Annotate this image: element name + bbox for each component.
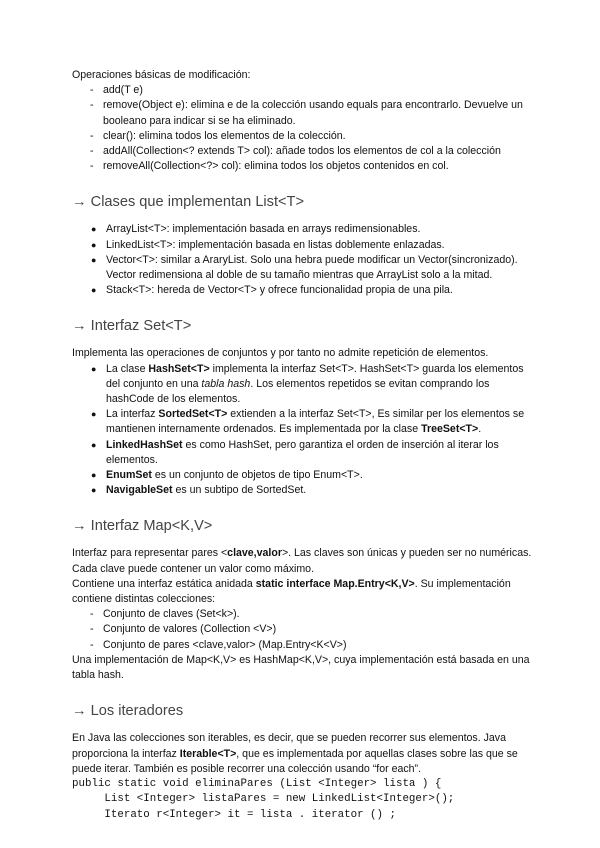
list-item: - addAll(Collection<? extends T> col): añade todos los elementos de col a la colección bbox=[72, 144, 540, 159]
list-item: ● NavigableSet es un subtipo de SortedSet. bbox=[72, 483, 540, 498]
heading-map-interface: → Interfaz Map<K,V> bbox=[72, 518, 213, 535]
bullet-icon: ● bbox=[91, 285, 97, 296]
bullet-icon: ● bbox=[91, 239, 97, 250]
list-classes-list bbox=[72, 222, 540, 298]
code-line: public static void eliminaPares (List <Integer> lista ) { bbox=[72, 777, 442, 790]
bullet-icon: ● bbox=[91, 363, 97, 374]
heading-iterators: → Los iteradores bbox=[72, 703, 184, 720]
list-item: ● La clase HashSet<T> implementa la interfaz Set<T>. HashSet<T> guarda los elementos del conjunto en una tabla hash. Los elementos repetidos se evitan comprando los hashCode de los elementos. bbox=[91, 362, 524, 406]
set-list bbox=[72, 362, 540, 499]
dash-marker: - bbox=[90, 608, 94, 621]
list-item: - add(T e) bbox=[72, 83, 540, 98]
map-collections-list bbox=[72, 607, 540, 653]
section0-list bbox=[72, 83, 540, 174]
dash-marker: - bbox=[90, 145, 94, 158]
section0-intro: Operaciones básicas de modificación: bbox=[72, 69, 251, 81]
list-item: ● Vector<T>: similar a AraryList. Solo una hebra puede modificar un Vector(sincronizado). Vector redimensiona al doble de su tamaño mientras que ArrayList solo a la mitad. bbox=[91, 253, 518, 282]
list-item: - Conjunto de pares <clave,valor> (Map.Entry<K<V>) bbox=[72, 638, 540, 653]
code-line: List <Integer> listaPares = new LinkedList<Integer>(); bbox=[72, 793, 455, 806]
heading-set-interface: → Interfaz Set<T> bbox=[72, 318, 192, 335]
bullet-icon: ● bbox=[91, 485, 97, 496]
bullet-icon: ● bbox=[91, 224, 97, 235]
list-item: ● LinkedList<T>: implementación basada en listas doblemente enlazadas. bbox=[72, 238, 540, 253]
dash-marker: - bbox=[90, 84, 94, 97]
list-item: ● LinkedHashSet es como HashSet, pero garantiza el orden de inserción al iterar los elementos. bbox=[91, 438, 499, 466]
code-line: Iterato r<Integer> it = lista . iterator () ; bbox=[72, 808, 396, 821]
list-item: - Conjunto de valores (Collection <V>) bbox=[72, 622, 540, 637]
map-paragraph-2: Contiene una interfaz estática anidada static interface Map.Entry<K,V>. Su implementación contiene distintas colecciones: bbox=[72, 577, 511, 606]
list-item: - clear(): elimina todos los elementos de la colección. bbox=[72, 129, 540, 144]
map-paragraph-1: Interfaz para representar pares <clave,valor>. Las claves son únicas y pueden ser no numéricas. Cada clave puede contener un valor como máximo. bbox=[72, 547, 532, 575]
iterators-paragraph: En Java las colecciones son iterables, es decir, que se pueden recorrer sus elementos. Java proporciona la interfaz Iterable<T>, que es implementada por aquellas clases sobre las que se puede iterar. También es posible recorrer una colección usando “for each”. bbox=[72, 732, 518, 775]
list-item: ● ArrayList<T>: implementación basada en arrays redimensionables. bbox=[72, 222, 540, 237]
bullet-icon: ● bbox=[91, 439, 97, 450]
bullet-icon: ● bbox=[91, 254, 97, 265]
set-intro: Implementa las operaciones de conjuntos y por tanto no admite repetición de elementos. bbox=[72, 347, 489, 360]
map-paragraph-3: Una implementación de Map<K,V> es HashMap<K,V>, cuya implementación está basada en una tabla hash. bbox=[72, 653, 530, 682]
bullet-icon: ● bbox=[91, 409, 97, 420]
list-item: ● La interfaz SortedSet<T> extienden a la interfaz Set<T>, Es similar per los elementos se mantienen internamente ordenados. Es implementada por la clase TreeSet<T>. bbox=[91, 408, 525, 436]
dash-marker: - bbox=[90, 99, 94, 112]
list-item: ● Stack<T>: hereda de Vector<T> y ofrece funcionalidad propia de una pila. bbox=[72, 283, 540, 298]
list-item: - remove(Object e): elimina e de la colección usando equals para encontrarlo. Devuelve un booleano para indicar si se ha eliminado. bbox=[90, 99, 523, 127]
code-block bbox=[72, 777, 540, 823]
heading-list-classes: → Clases que implementan List<T> bbox=[72, 194, 304, 211]
dash-marker: - bbox=[90, 638, 94, 651]
dash-marker: - bbox=[90, 160, 94, 173]
list-item: - Conjunto de claves (Set<k>). bbox=[72, 607, 540, 622]
list-item: - removeAll(Collection<?> col): elimina todos los objetos contenidos en col. bbox=[72, 159, 540, 174]
list-item: ● EnumSet es un conjunto de objetos de tipo Enum<T>. bbox=[72, 468, 540, 483]
bullet-icon: ● bbox=[91, 470, 97, 481]
dash-marker: - bbox=[90, 623, 94, 636]
dash-marker: - bbox=[90, 129, 94, 142]
